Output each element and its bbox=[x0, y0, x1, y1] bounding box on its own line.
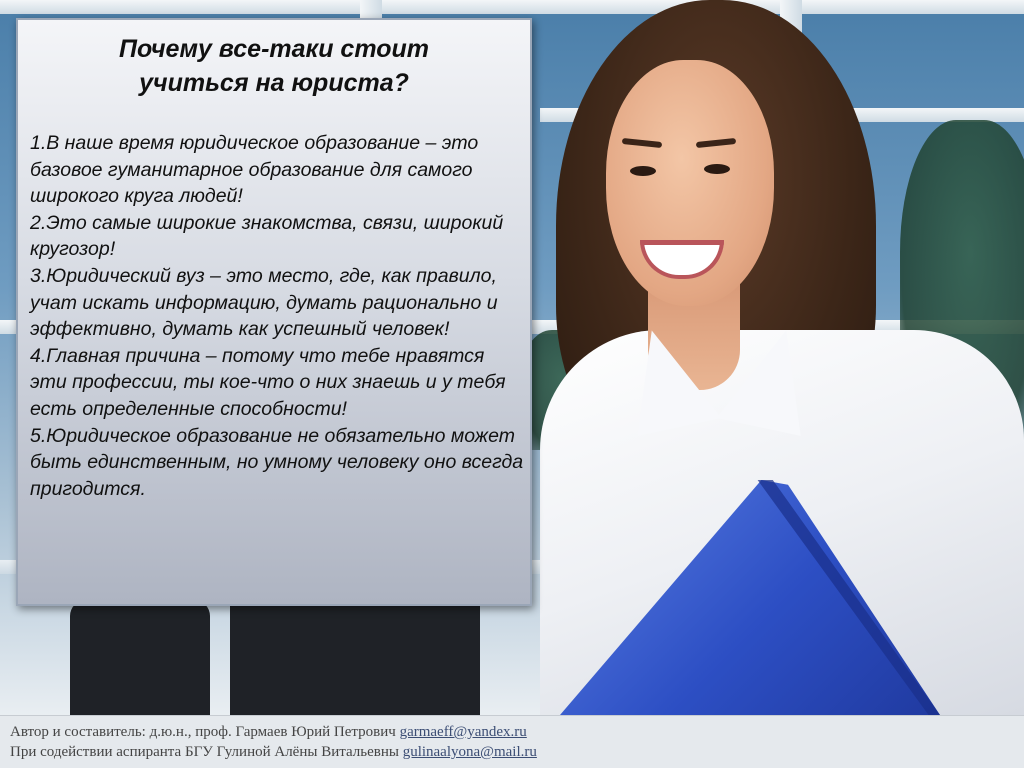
text-panel bbox=[16, 18, 532, 606]
window-frame-left bbox=[360, 0, 382, 20]
left-eye bbox=[630, 166, 656, 176]
title-line-1: Почему все-таки стоит bbox=[118, 35, 430, 63]
right-eye bbox=[704, 164, 730, 174]
panel-title bbox=[18, 32, 530, 100]
panel-body bbox=[30, 130, 525, 502]
assistant-email-link[interactable]: gulinaalyona@mail.ru bbox=[402, 744, 537, 760]
footer bbox=[0, 715, 1024, 768]
point-1: 1.В наше время юридическое образование – это базовое гуманитарное образование для самого широкого круга людей! bbox=[30, 132, 479, 208]
background-person-left bbox=[70, 600, 210, 715]
footer-assistant-line bbox=[10, 744, 537, 761]
title-line-2: учиться на юриста? bbox=[139, 69, 409, 97]
point-2: 2.Это самые широкие знакомства, связи, широкий кругозор! bbox=[30, 211, 504, 261]
footer-author-line bbox=[10, 724, 527, 741]
author-email-link[interactable]: garmaeff@yandex.ru bbox=[399, 724, 527, 740]
point-5: 5.Юридическое образование не обязательно может быть единственным, но умному человеку оно всегда пригодится. bbox=[30, 424, 524, 500]
window-frame-top bbox=[0, 0, 1024, 14]
point-3: 3.Юридический вуз – это место, где, как правило, учат искать информацию, думать рационально и эффективно, думать как успешный человек! bbox=[30, 264, 498, 341]
footer-assistant-text: При содействии аспиранта БГУ Гулиной Алёны Витальевны bbox=[10, 744, 403, 760]
footer-author-text: Автор и составитель: д.ю.н., проф. Гармаев Юрий Петрович bbox=[10, 724, 400, 740]
point-4: 4.Главная причина – потому что тебе нравятся эти профессии, ты кое-что о них знаешь и у тебя есть определенные способности! bbox=[30, 344, 506, 420]
